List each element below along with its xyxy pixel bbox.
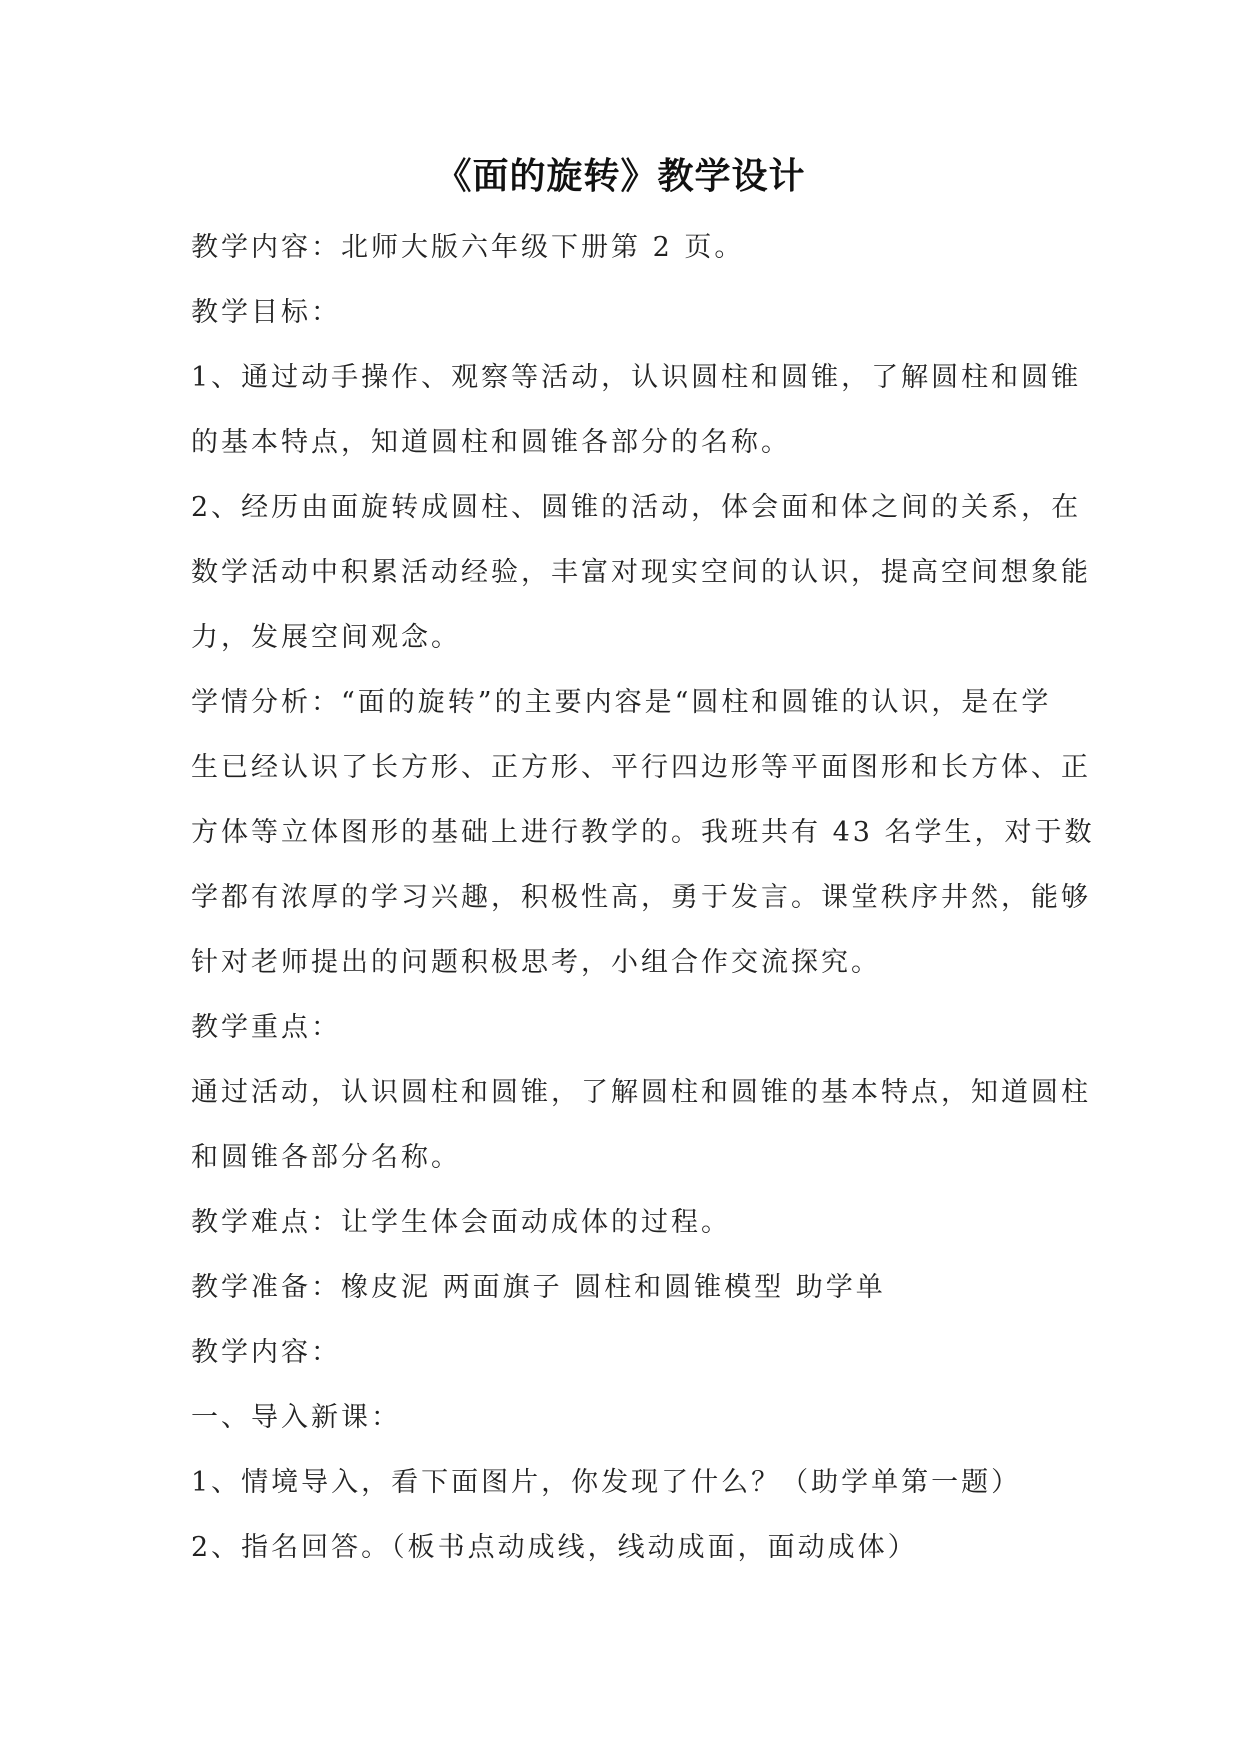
document-title: 《面的旋转》教学设计	[435, 156, 806, 197]
text-line-objective-content: 教学内容：北师大版六年级下册第 2 页。	[191, 232, 745, 263]
text-line-analysis-d: 学都有浓厚的学习兴趣，积极性高，勇于发言。课堂秩序井然，能够	[191, 882, 1091, 913]
text-line-goals-heading: 教学目标：	[191, 297, 341, 328]
text-line-key-points-heading: 教学重点：	[191, 1012, 341, 1043]
text-line-goal-2b: 数学活动中积累活动经验，丰富对现实空间的认识，提高空间想象能	[191, 557, 1091, 588]
text-line-analysis-b: 生已经认识了长方形、正方形、平行四边形等平面图形和长方体、正	[191, 752, 1091, 783]
text-line-preparation: 教学准备：橡皮泥 两面旗子 圆柱和圆锥模型 助学单	[191, 1272, 886, 1303]
text-line-key-points-a: 通过活动，认识圆柱和圆锥，了解圆柱和圆锥的基本特点，知道圆柱	[191, 1077, 1091, 1108]
text-line-intro-step-2: 2、指名回答。（板书点动成线，线动成面，面动成体）	[191, 1532, 918, 1563]
text-line-analysis-a: 学情分析：“面的旋转”的主要内容是“圆柱和圆锥的认识，是在学	[191, 687, 1052, 718]
text-line-analysis-e: 针对老师提出的问题积极思考，小组合作交流探究。	[191, 947, 881, 978]
text-line-goal-2a: 2、经历由面旋转成圆柱、圆锥的活动，体会面和体之间的关系，在	[191, 492, 1082, 523]
text-line-goal-1a: 1、通过动手操作、观察等活动，认识圆柱和圆锥，了解圆柱和圆锥	[191, 362, 1082, 393]
text-line-goal-1b: 的基本特点，知道圆柱和圆锥各部分的名称。	[191, 427, 791, 458]
document-body	[191, 226, 1095, 1591]
text-line-section-intro: 一、导入新课：	[191, 1402, 401, 1433]
text-line-content-heading: 教学内容：	[191, 1337, 341, 1368]
text-line-analysis-c: 方体等立体图形的基础上进行教学的。我班共有 43 名学生，对于数	[191, 817, 1095, 848]
text-line-difficulty: 教学难点：让学生体会面动成体的过程。	[191, 1207, 731, 1238]
text-line-key-points-b: 和圆锥各部分名称。	[191, 1142, 461, 1173]
text-line-intro-step-1: 1、情境导入，看下面图片，你发现了什么？（助学单第一题）	[191, 1467, 1022, 1498]
text-line-goal-2c: 力，发展空间观念。	[191, 622, 461, 653]
